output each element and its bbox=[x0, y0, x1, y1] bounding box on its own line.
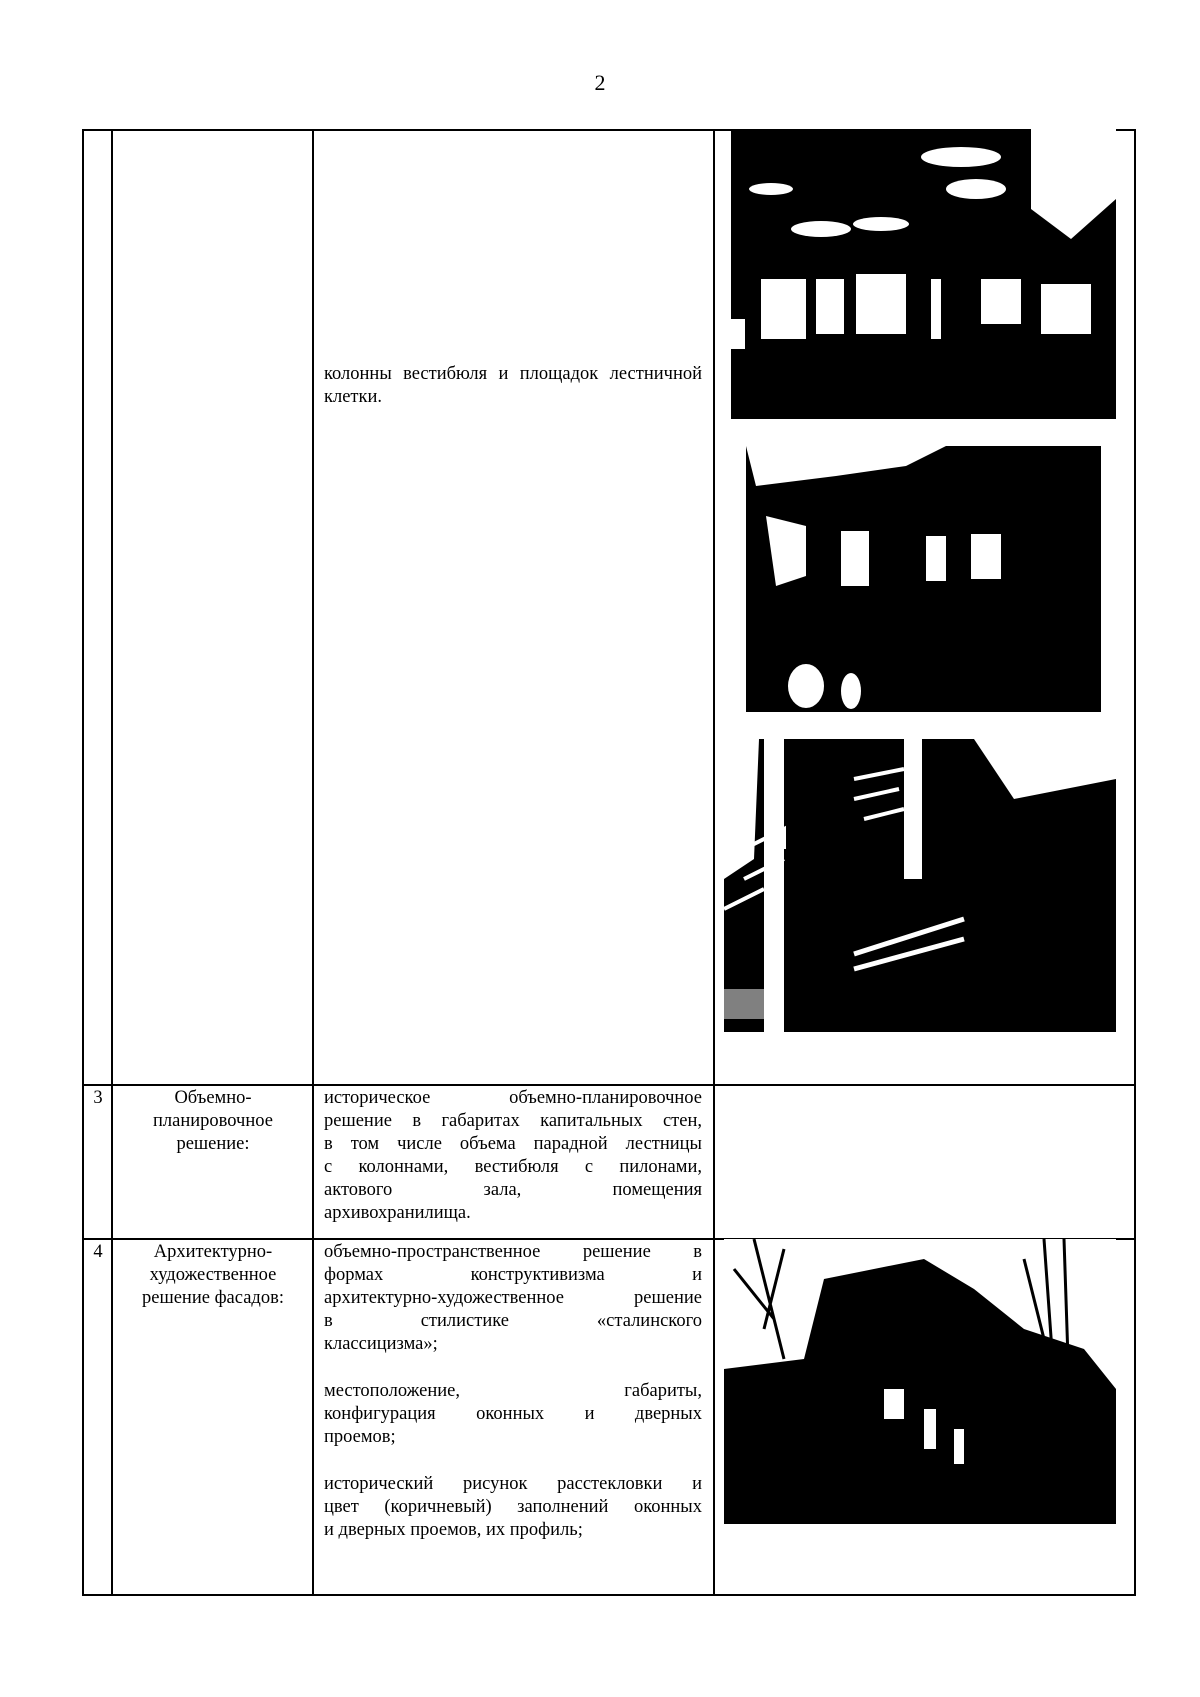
row-3-description: историческое объемно-планировочное решение в габаритах капитальных стен, в том числе объема парадной лестницы с колоннами, вестибюля с пилонами, актового зала, помещения архивохранилища. bbox=[324, 1088, 702, 1223]
vestibule-hall-photo bbox=[746, 446, 1101, 712]
building-facade-photo bbox=[724, 1239, 1116, 1524]
continued-text: колонны вестибюля и площадок лестничной клетки. bbox=[324, 364, 702, 407]
row-3-title: Объемно- планировочное решение: bbox=[153, 1088, 273, 1154]
vestibule-columns-photo bbox=[731, 129, 1116, 419]
row-3-number: 3 bbox=[93, 1088, 103, 1108]
row-4-description: объемно-пространственное решение в формах конструктивизма и архитектурно-художественное решение в стилистике «сталинского классицизма»; местоположение, габариты, конфигурация оконных и дверных проемов; исторический рисунок расстекловки и цвет (коричневый) заполнений оконных и дверных проемов, их профиль; bbox=[324, 1242, 702, 1540]
staircase-landings-photo bbox=[724, 739, 1116, 1032]
page-number: 2 bbox=[594, 70, 606, 95]
row-4-number: 4 bbox=[93, 1242, 103, 1262]
continued-description bbox=[324, 363, 702, 409]
row-4-title: Архитектурно- художественное решение фасадов: bbox=[142, 1242, 284, 1308]
